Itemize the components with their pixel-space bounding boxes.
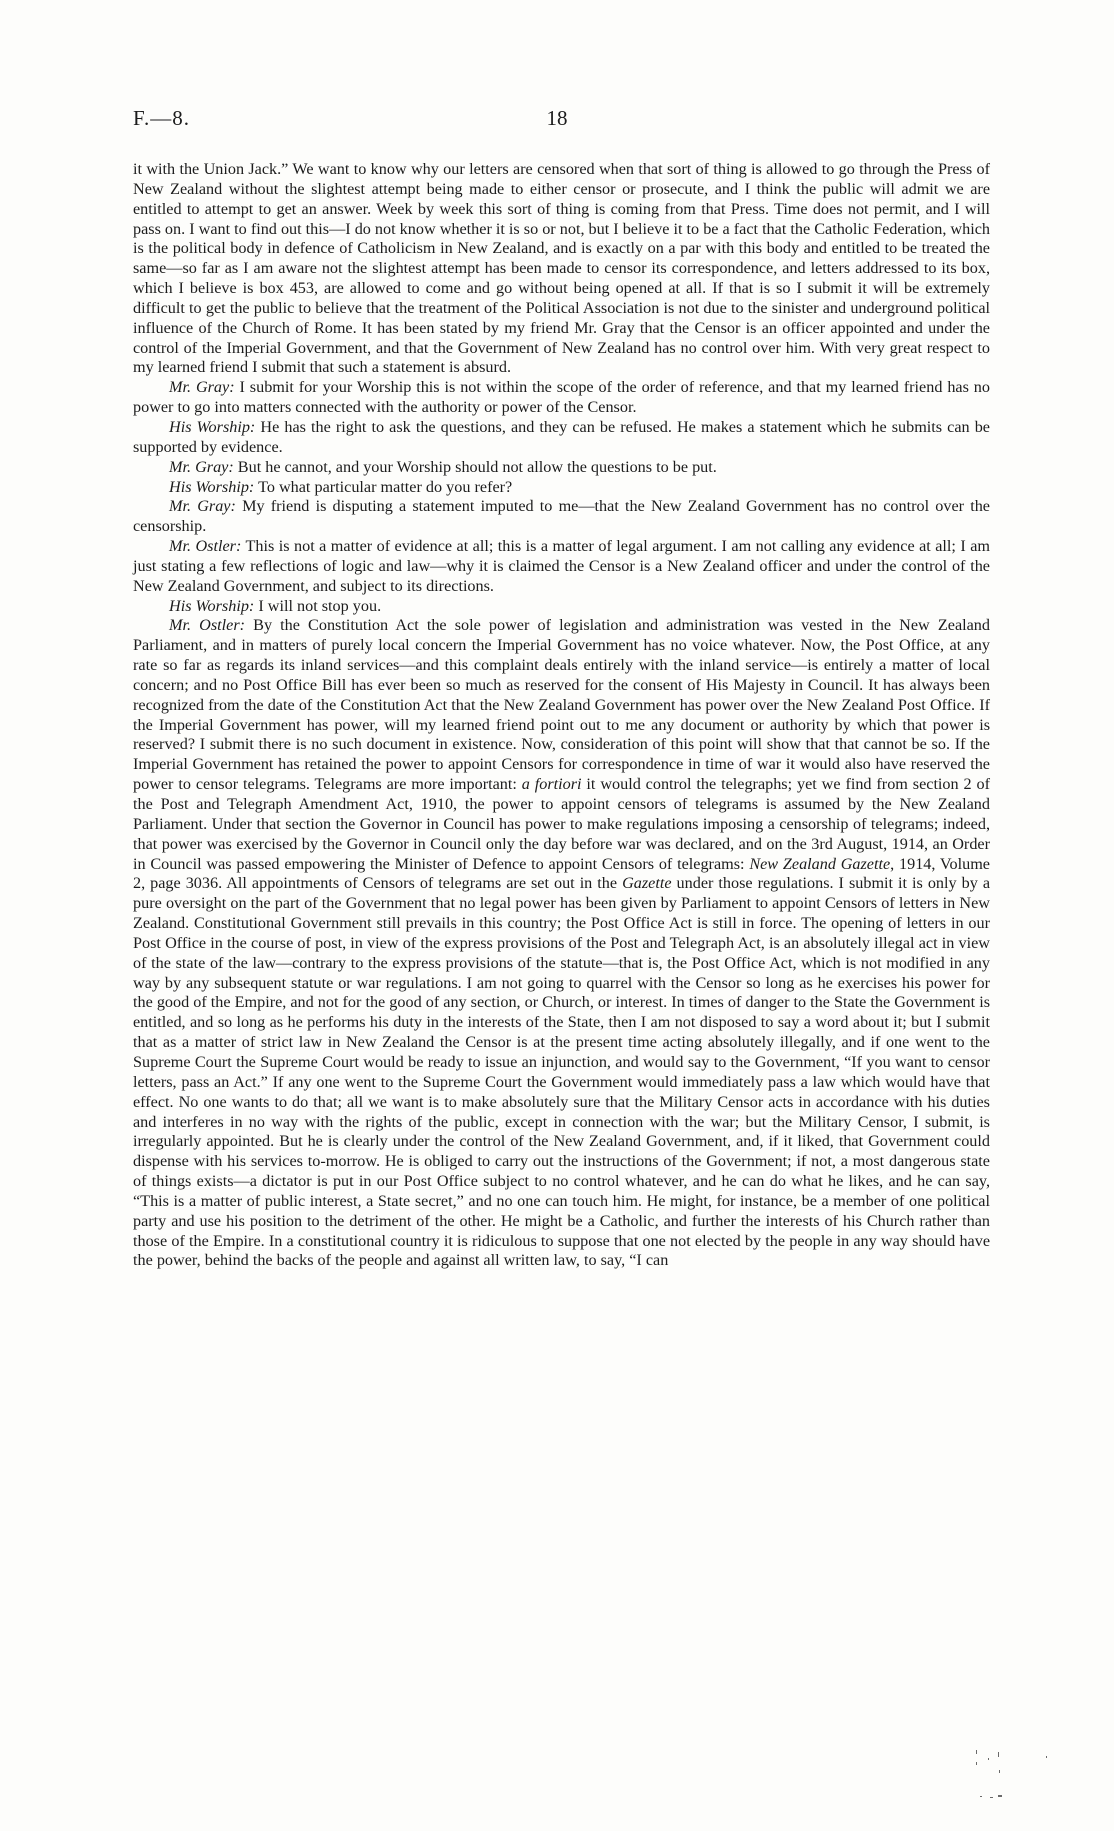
italic-text: New Zealand Gazette	[749, 854, 891, 873]
paragraph-text: it would control the telegraphs; yet we find from section 2 of the Post and Telegraph Amendment Act, 1910, the power to appoint censors of telegrams is assumed by the New Zealand Parliament. Under that section the Governor in Council has power to make regulations imposing a censorship of telegrams; indeed, that power was exercised by the Governor in Council only the day before war was declared, and on the 3rd August, 1914, an Order in Council was passed empowering the Minister of Defence to appoint Censors of telegrams:	[133, 775, 990, 873]
speaker-name: Mr. Gray:	[169, 497, 236, 516]
paragraph-text: To what particular matter do you refer?	[254, 477, 513, 496]
paragraph-p5	[133, 478, 990, 498]
body-text	[133, 160, 990, 1271]
speaker-name: Mr. Gray:	[169, 378, 235, 397]
paragraph-text: under those regulations. I submit it is only by a pure oversight on the part of the Government that no legal power has been given by Parliament to appoint Censors of letters in New Zealand. Constitutional Government still prevails in this country; the Post Office Act is still in force. The opening of letters in our Post Office in the course of post, in view of the express provisions of the Post and Telegraph Act, is an absolutely illegal act in view of the state of the law—contrary to the express provisions of the statute—that is, the Post Office Act, which is not modified in any way by any subsequent statute or war regulations. I am not going to quarrel with the Censor so long as he exercises his power for the good of the Empire, and not for the good of any section, or Church, or interest. In times of danger to the State the Government is entitled, and so long as he performs his duty in the interests of the State, then I am not disposed to say a word about it; but I submit that as a matter of strict law in New Zealand the Censor is at the present time acting absolutely illegally, and if one went to the Supreme Court the Supreme Court would be ready to issue an injunction, and would say to the Government, “If you want to censor letters, pass an Act.” If any one went to the Supreme Court the Government would immediately pass a law which would have that effect. No one wants to do that; all we want is to make absolutely sure that the Military Censor acts in accordance with his duties and interferes in no way with the rights of the public, except in connection with the war; but the Military Censor, I submit, is irregularly appointed. But he is clearly under the control of the New Zealand Government, and, if it liked, that Government could dispense with his services to-morrow. He is obliged to carry out the instructions of the Government; if not, a most dangerous state of things exists—a dictator is put in our Post Office subject to no control whatever, and he can do what he likes, and he can say, “This is a matter of public interest, a State secret,” and no one can touch him. He might, for instance, be a member of one political party and use his position to the detriment of the other. He might be a Catholic, and further the interests of his Church rather than those of the Empire. In a constitutional country it is ridiculous to suppose that one not elected by the people in any way should have the power, behind the backs of the people and against all written law, to say, “I can	[133, 874, 991, 1270]
paragraph-p8	[133, 597, 990, 617]
paragraph-p9	[133, 616, 990, 1271]
scan-specks	[968, 1748, 1058, 1808]
speaker-name: Mr. Ostler:	[169, 616, 246, 635]
document-reference: F.—8.	[133, 106, 190, 130]
paragraph-p7	[133, 537, 990, 597]
paragraph-text: But he cannot, and your Worship should not allow the questions to be put.	[233, 457, 717, 476]
paragraph-text: This is not a matter of evidence at all; this is a matter of legal argument. I am not calling any evidence at all; I am just stating a few reflections of logic and law—why it is claimed the Censor is a New Zealand officer and under the control of the New Zealand Government, and subject to its directions.	[133, 537, 990, 595]
paragraph-text: He has the right to ask the questions, and they can be refused. He makes a statement which he submits can be supported by evidence.	[133, 417, 990, 456]
paragraph-p1	[133, 160, 990, 378]
paragraph-text: My friend is disputing a statement imputed to me—that the New Zealand Government has no control over the censorship.	[133, 497, 990, 536]
speaker-name: Mr. Gray:	[169, 457, 234, 476]
italic-text: a fortiori	[521, 775, 582, 794]
paragraph-text: it with the Union Jack.” We want to know why our letters are censored when that sort of thing is allowed to go through the Press of New Zealand without the slightest attempt being made to either censor or prosecute, and I think the public will admit we are entitled to attempt to get an answer. Week by week this sort of thing is coming from that Press. Time does not permit, and I will pass on. I want to find out this—I do not know whether it is so or not, but I believe it to be a fact that the Catholic Federation, which is the political body in defence of Catholicism in New Zealand, and is exactly on a par with this body and entitled to be treated the same—so far as I am aware not the slightest attempt has been made to censor its correspondence, and letters addressed to its box, which I believe is box 453, are allowed to come and go without being opened at all. If that is so I submit it will be extremely difficult to get the public to believe that the treatment of the Political Association is not due to the sinister and underground political influence of the Church of Rome. It has been stated by my friend Mr. Gray that the Censor is an officer appointed and under the control of the Imperial Government, and that the Government of New Zealand has no control over him. With very great respect to my learned friend I submit that such a statement is absurd.	[133, 160, 990, 377]
page-header	[133, 106, 981, 138]
speaker-name: Mr. Ostler:	[169, 537, 242, 556]
speaker-name: His Worship:	[169, 477, 255, 496]
paragraph-text: I submit for your Worship this is not within the scope of the order of reference, and that my learned friend has no power to go into matters connected with the authority or power of the Censor.	[133, 378, 990, 417]
speaker-name: His Worship:	[169, 596, 255, 615]
paragraph-p3	[133, 418, 990, 458]
paragraph-p6	[133, 497, 990, 537]
paragraph-text: By the Constitution Act the sole power of legislation and administration was vested in the New Zealand Parliament, and in matters of purely local concern the Imperial Government has no voice whatever. Now, the Post Office, at any rate so far as regards its inland services—and this complaint deals entirely with the inland service—is entirely a matter of local concern; and no Post Office Bill has ever been so much as reserved for the consent of His Majesty in Council. It has always been recognized from the date of the Constitution Act that the New Zealand Government has power over the New Zealand Post Office. If the Imperial Government has power, will my learned friend point out to me any document or authority by which that power is reserved? I submit there is no such document in existence. Now, consideration of this point will show that that cannot be so. If the Imperial Government has retained the power to appoint Censors for correspondence in time of war it would also have reserved the power to censor telegrams. Telegrams are more important:	[133, 616, 990, 794]
paragraph-text: I will not stop you.	[254, 596, 382, 615]
speaker-name: His Worship:	[169, 417, 256, 436]
page-number: 18	[546, 106, 568, 130]
paragraph-p4	[133, 458, 990, 478]
italic-text: Gazette	[622, 874, 672, 893]
paragraph-p2	[133, 378, 990, 418]
paragraph-text: , 1914, Volume 2, page 3036. All appointments of Censors of telegrams are set out in the	[133, 854, 990, 893]
